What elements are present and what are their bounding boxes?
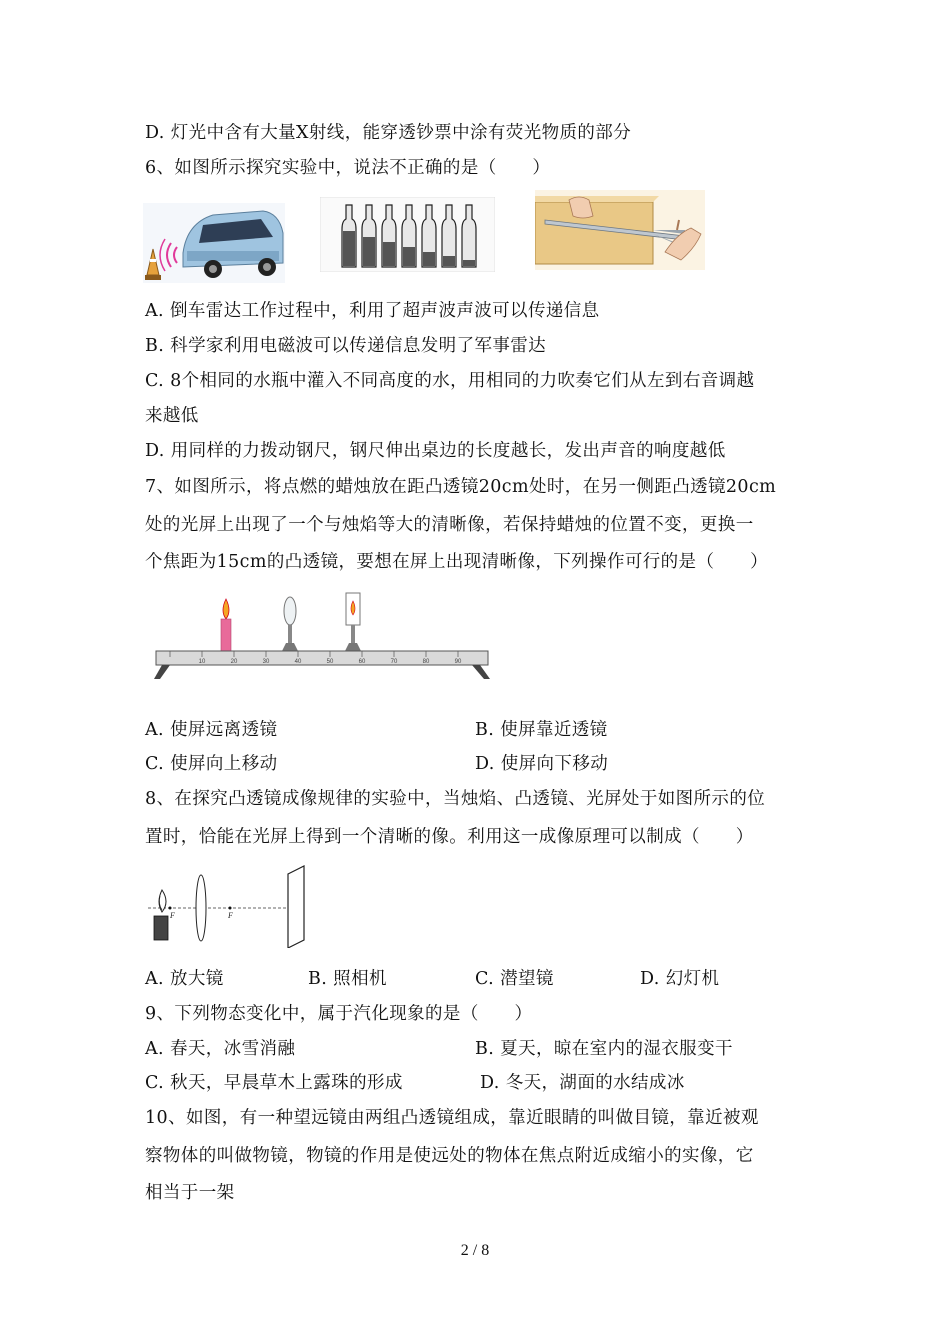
q8-option-d: D. 幻灯机 [640,969,720,989]
ruler-label-60: 60 [358,659,366,665]
candle-flame-icon [223,599,229,619]
page-number: 2 / 8 [460,1242,490,1259]
q9-option-a: A. 春天，冰雪消融 [145,1039,296,1059]
q5-option-d: D. 灯光中含有大量X射线，能穿透钞票中涂有荧光物质的部分 [145,123,632,143]
q6-option-b: B. 科学家利用电磁波可以传递信息发明了军事雷达 [145,336,547,356]
candle-icon [221,619,231,651]
q7-option-b: B. 使屏靠近透镜 [475,720,608,740]
q6-option-d: D. 用同样的力拨动钢尺，钢尺伸出桌边的长度越长，发出声音的响度越低 [145,441,726,461]
ruler-label-80: 80 [422,659,430,665]
q7-stem-line3: 个焦距为15cm的凸透镜，要想在屏上出现清晰像，下列操作可行的是（ ） [145,552,769,572]
light-screen-icon [288,866,304,948]
ruler-label-90: 90 [454,659,462,665]
q7-option-d: D. 使屏向下移动 [475,754,609,774]
q7-option-c: C. 使屏向上移动 [145,754,278,774]
candle-flame-icon [159,890,166,912]
q7-stem-line2: 处的光屏上出现了一个与烛焰等大的清晰像，若保持蜡烛的位置不变，更换一 [145,515,754,535]
q8-stem-line2: 置时，恰能在光屏上得到一个清晰的像。利用这一成像原理可以制成（ ） [145,827,754,847]
convex-lens-icon [284,597,296,625]
focus-label-left: F [170,911,175,920]
q10-stem-line2: 察物体的叫做物镜，物镜的作用是使远处的物体在焦点附近成缩小的实像，它 [145,1146,754,1166]
q10-stem-line3: 相当于一架 [145,1183,235,1203]
ruler-label-50: 50 [326,659,334,665]
q6-stem: 6、如图所示探究实验中，说法不正确的是（ ） [145,158,551,178]
focus-label-right: F [228,911,233,920]
steel-ruler-figure [535,190,705,270]
ruler-label-40: 40 [294,659,302,665]
q6-option-a: A. 倒车雷达工作过程中，利用了超声波声波可以传递信息 [145,301,600,321]
q8-stem-line1: 8、在探究凸透镜成像规律的实验中，当烛焰、凸透镜、光屏处于如图所示的位 [145,789,766,809]
q9-option-d: D. 冬天，湖面的水结成冰 [480,1073,685,1093]
q8-option-c: C. 潜望镜 [475,969,554,989]
q8-option-a: A. 放大镜 [145,969,224,989]
ruler-label-20: 20 [230,659,238,665]
q6-option-c-line1: C. 8个相同的水瓶中灌入不同高度的水，用相同的力吹奏它们从左到右音调越 [145,371,755,391]
ruler-label-30: 30 [262,659,270,665]
q10-stem-line1: 10、如图，有一种望远镜由两组凸透镜组成，靠近眼睛的叫做目镜，靠近被观 [145,1108,759,1128]
q7-stem-line1: 7、如图所示，将点燃的蜡烛放在距凸透镜20cm处时，在另一侧距凸透镜20cm [145,477,777,497]
q8-option-b: B. 照相机 [308,969,387,989]
q7-option-a: A. 使屏远离透镜 [145,720,278,740]
ruler-label-10: 10 [198,659,206,665]
water-bottles-figure [320,197,495,272]
ruler-label-70: 70 [390,659,398,665]
q9-stem: 9、下列物态变化中，属于汽化现象的是（ ） [145,1004,533,1024]
candle-icon [154,916,168,940]
convex-lens-icon [196,875,206,941]
optical-bench-figure [150,585,500,685]
lens-imaging-figure [148,862,318,948]
car-radar-figure [143,203,285,283]
q6-option-c-line2: 来越低 [145,406,199,426]
q9-option-b: B. 夏天，晾在室内的湿衣服变干 [475,1039,733,1059]
q9-option-c: C. 秋天，早晨草木上露珠的形成 [145,1073,403,1093]
